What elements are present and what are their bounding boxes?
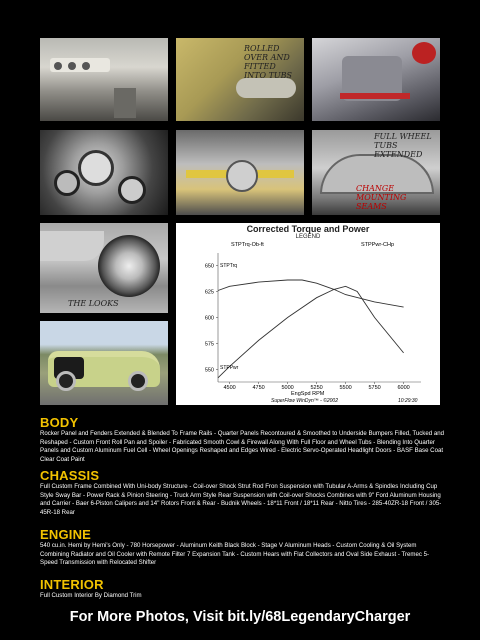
section-interior bbox=[40, 578, 445, 601]
x-tick-label: 5250 bbox=[310, 385, 323, 391]
chart-footer-left: SuperFlow WinDyn™ - ©2002 bbox=[271, 398, 338, 404]
torque-series-line bbox=[218, 280, 404, 307]
chart-footer-right: 10:29:30 bbox=[398, 398, 418, 404]
section-text: Rocker Panel and Fenders Extended & Blended To Frame Rails - Quarter Panels Recontoured & Smoothed to Underside Bumpers Filled, Tucked and Reshaped - Custom Front Roll Pan and Spoiler - Fabricated Smooth Cowl & Firewall Along With Full Floor and Wheel Tubs - Blending Into Quarter Panels and Custom Aluminum Fuel Cell - Wheel Openings Reshaped and Edges Wired - Electric Servo-Operated Headlight Doors - BASF Base Coat Clear Coat Paint bbox=[40, 430, 444, 463]
photo-engine-pulleys bbox=[40, 130, 168, 215]
y-tick-label: 650 bbox=[204, 263, 214, 270]
section-text: 540 cu.in. Hemi by Hemi's Only - 780 Horsepower - Aluminum Keith Black Block - Stage V Aluminum Heads - Custom Cooling & Oil System Combining Radiator and Oil Cooler with Remote Filter 7 Expansion Tank - Custom Hears with Flat Collectors and Oval Side Exhaust - Tremec 5-Speed Transmission with Relocated Shifter bbox=[40, 542, 430, 567]
photo-rear-suspension bbox=[176, 130, 304, 215]
section-chassis bbox=[40, 469, 445, 517]
photo-dashboard-interior bbox=[40, 38, 168, 121]
legend-power: STPPwr-CHp bbox=[361, 242, 395, 248]
photo-wheel-closeup bbox=[40, 223, 168, 313]
power-series-line bbox=[218, 286, 404, 378]
legend-torque: STPTrq-Ob-ft bbox=[231, 242, 264, 248]
section-text: Full Custom Frame Combined With Uni-body Structure - Coil-over Shock Strut Rod Fron Suspension with Tubular A-Arms & Spindles Including Cup Style Sway Bar - Power Rack & Pinion Steering - Truck Arm Style Rear Suspension with Coil-over Shocks Combines with 9" Ford Aluminum Housing and Carrier - Baer 6-Piston Calipers and 14" Rotors Front & Rear - Budnik Wheels - 18*11 Front / 18*11 Rear - Nitto Tires - 285-40ZR-18 Front / 305-45R-18 Rear bbox=[40, 483, 442, 516]
section-heading: INTERIOR bbox=[40, 577, 104, 592]
section-heading: CHASSIS bbox=[40, 468, 100, 483]
chart-plot bbox=[176, 223, 440, 405]
section-text: Full Custom Interior By Diamond Trim bbox=[40, 592, 142, 599]
car-wheel bbox=[56, 371, 76, 391]
y-tick-label: 550 bbox=[204, 367, 214, 374]
photo-wheel-tub-fabrication bbox=[312, 130, 440, 215]
x-tick-label: 6000 bbox=[397, 385, 410, 391]
photo-wheel-tubs bbox=[176, 38, 304, 121]
x-tick-label: 4750 bbox=[252, 385, 265, 391]
x-tick-label: 4500 bbox=[223, 385, 236, 391]
y-tick-label: 625 bbox=[204, 289, 214, 296]
wheel-rim bbox=[98, 235, 160, 297]
photo-note: THE LOOKS bbox=[68, 299, 119, 308]
x-tick-label: 5500 bbox=[339, 385, 352, 391]
car-wheel bbox=[128, 371, 148, 391]
section-heading: ENGINE bbox=[40, 527, 92, 542]
section-body bbox=[40, 416, 445, 464]
photo-note: ROLLED OVER AND FITTED INTO TUBS bbox=[244, 44, 293, 80]
dyno-chart bbox=[176, 223, 440, 405]
curve-label-torque: STPTrq bbox=[220, 263, 238, 269]
curve-label-power: STPPwr bbox=[220, 365, 239, 371]
x-axis-label: EngSpd RPM bbox=[291, 391, 325, 397]
x-tick-label: 5000 bbox=[281, 385, 294, 391]
photo-charger-side bbox=[40, 321, 168, 405]
y-tick-label: 575 bbox=[204, 341, 214, 348]
chart-legend-title: LEGEND bbox=[295, 234, 321, 240]
section-engine bbox=[40, 528, 445, 568]
photo-hemi-engine-stand bbox=[312, 38, 440, 121]
photo-note: CHANGE MOUNTING SEAMS bbox=[356, 184, 407, 211]
y-tick-label: 600 bbox=[204, 315, 214, 322]
photo-note: FULL WHEEL TUBS EXTENDED bbox=[374, 132, 432, 159]
x-tick-label: 5750 bbox=[368, 385, 381, 391]
chart-title: Corrected Torque and Power bbox=[246, 224, 370, 234]
section-heading: BODY bbox=[40, 415, 79, 430]
footer-link-text: For More Photos, Visit bit.ly/68LegendaryCharger bbox=[69, 609, 411, 625]
